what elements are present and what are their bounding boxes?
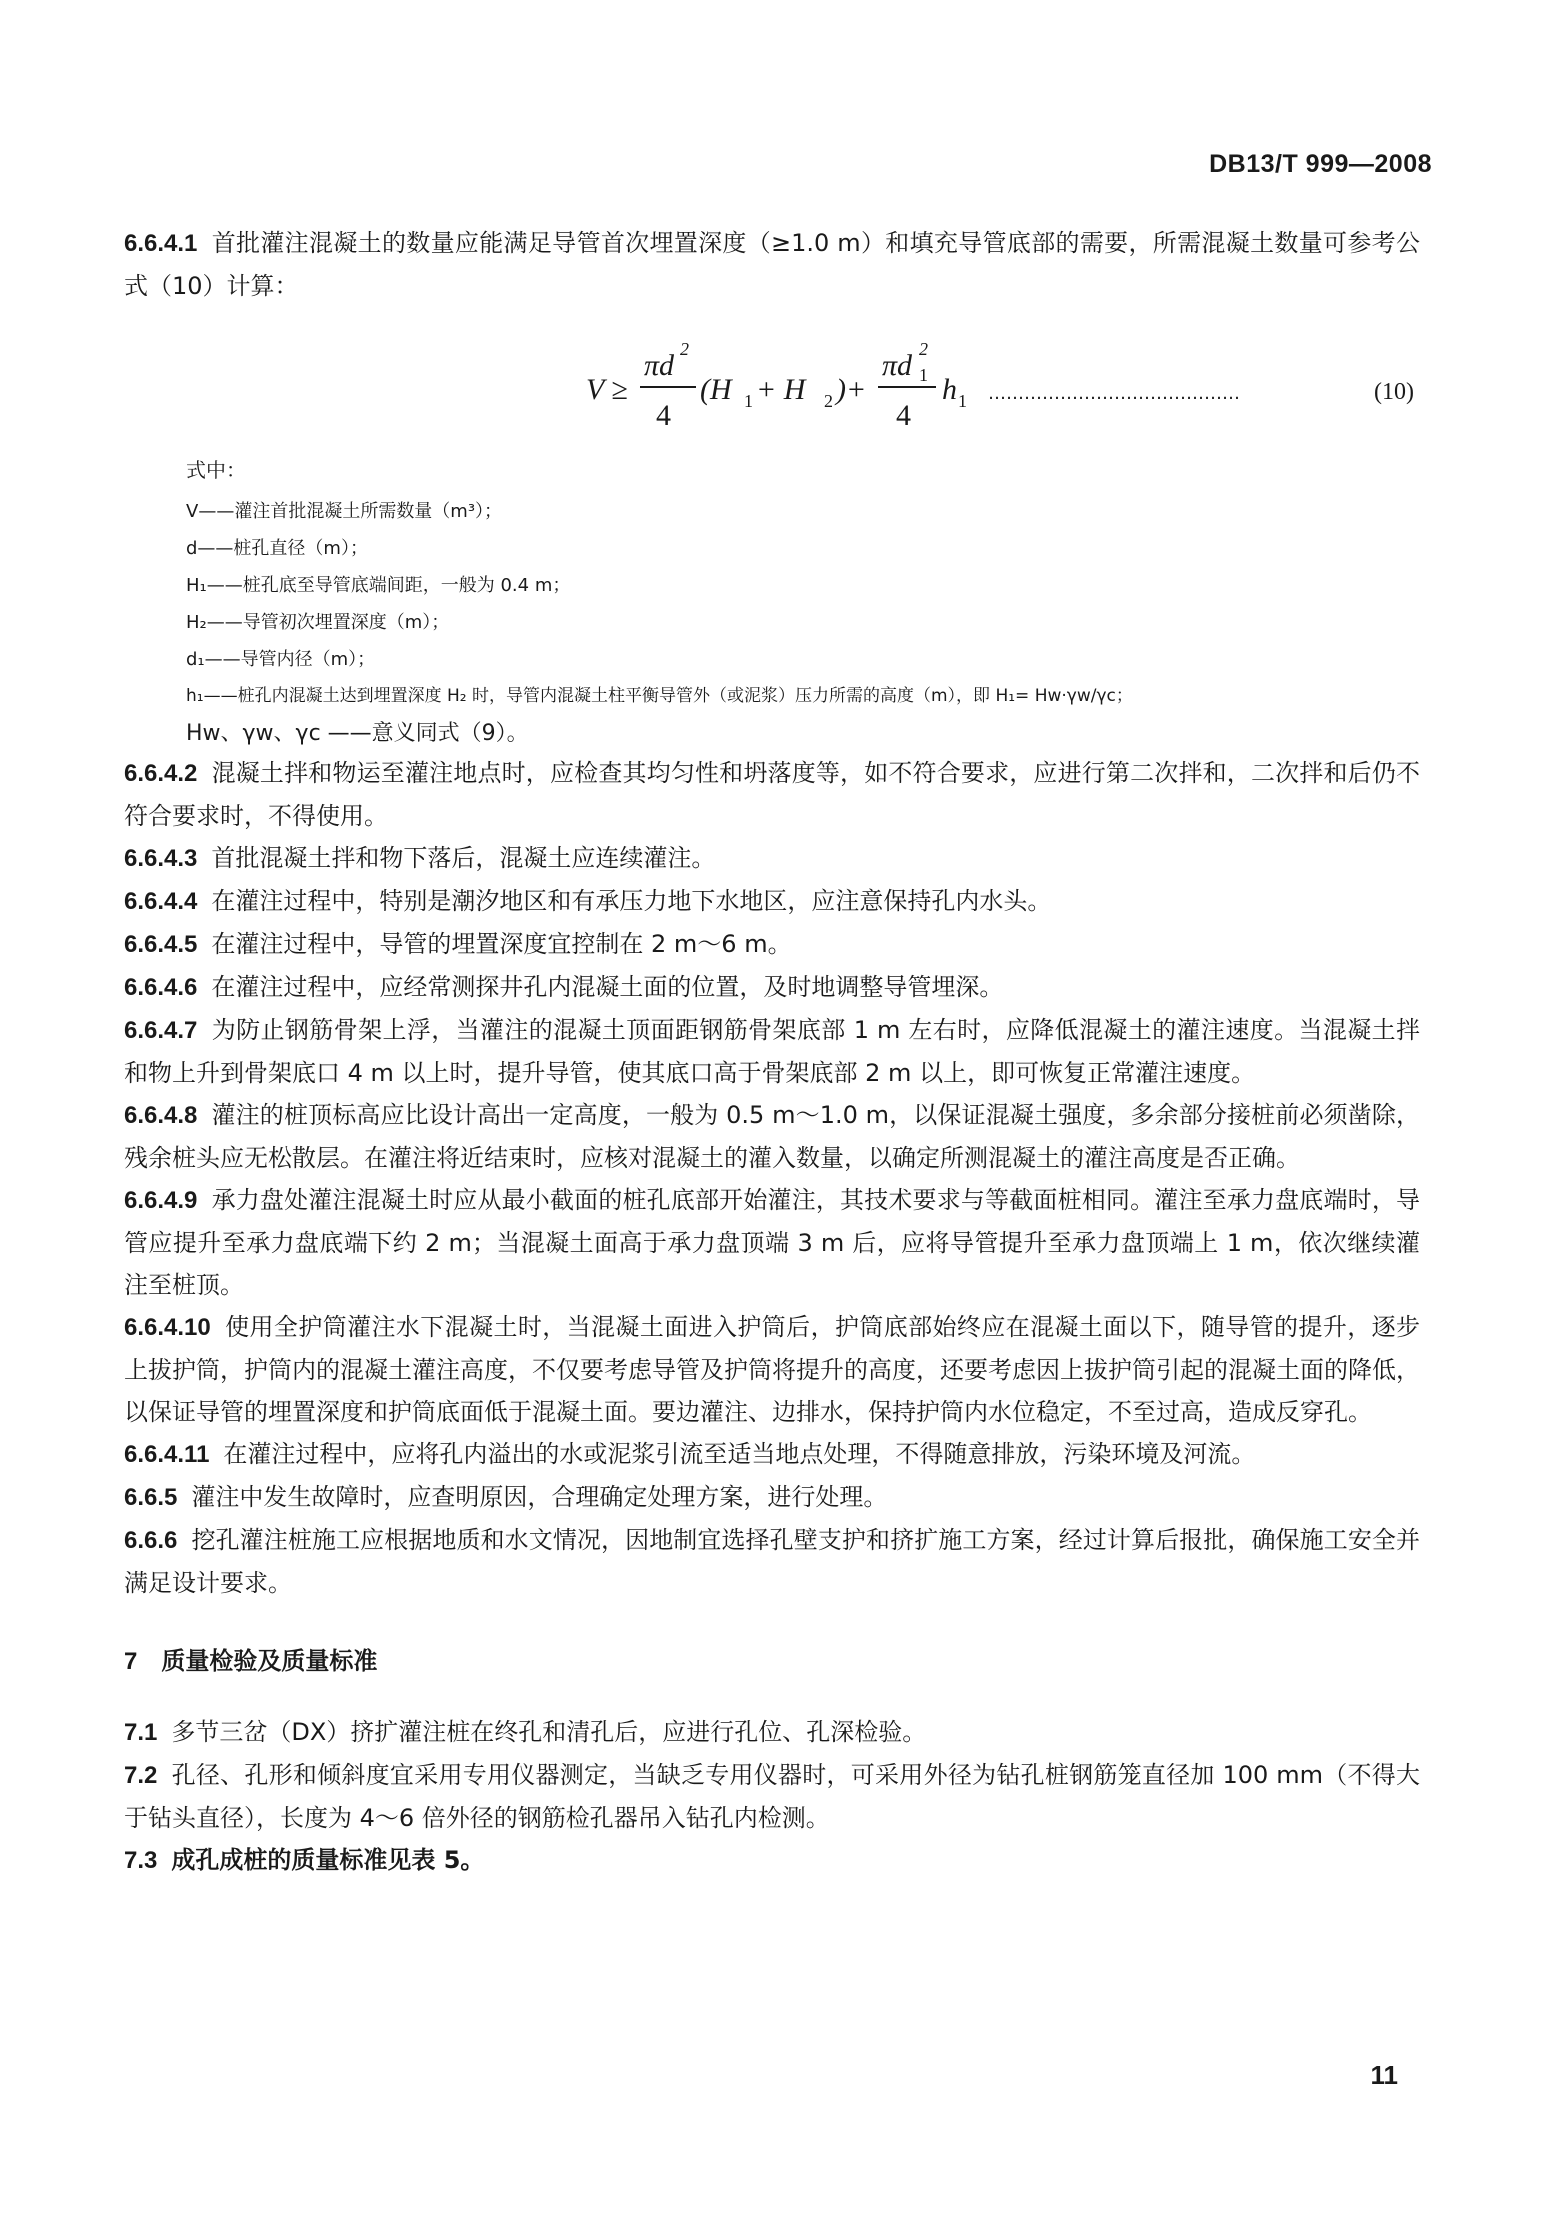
clause-text: 在灌注过程中，应将孔内溢出的水或泥浆引流至适当地点处理，不得随意排放，污染环境及河流。 xyxy=(223,1440,1256,1468)
paragraph xyxy=(124,1476,1420,1519)
where-line: H₂——导管初次埋置深度（m）； xyxy=(186,612,450,633)
clause-number: 7.1 xyxy=(124,1719,158,1746)
where-block xyxy=(186,452,1420,752)
clause-number: 6.6.4.5 xyxy=(124,931,198,958)
document-code: DB13/T 999—2008 xyxy=(1209,150,1432,178)
clause-text: 在灌注过程中，应经常测探井孔内混凝土面的位置，及时地调整导管埋深。 xyxy=(211,973,1004,1001)
clause-number: 6.6.6 xyxy=(124,1527,178,1554)
formula-tail: h xyxy=(942,373,957,406)
formula-frac2-subscript: 1 xyxy=(919,365,928,385)
formula-frac2-numerator: πd xyxy=(882,349,913,382)
clause-number: 6.6.4.4 xyxy=(124,888,198,915)
chapter-number: 7 xyxy=(124,1648,138,1675)
paragraph xyxy=(124,1711,1420,1754)
clause-number: 6.6.4.8 xyxy=(124,1102,198,1129)
clause-number: 7.2 xyxy=(124,1762,158,1789)
paragraph xyxy=(124,752,1420,837)
formula-frac1-numerator: πd xyxy=(644,349,675,382)
formula-frac2-exponent: 2 xyxy=(919,339,928,359)
clause-text: 首批混凝土拌和物下落后，混凝土应连续灌注。 xyxy=(211,844,716,872)
paragraph xyxy=(124,1754,1420,1839)
clause-number: 6.6.4.11 xyxy=(124,1441,210,1468)
where-line: h₁——桩孔内混凝土达到埋置深度 H₂ 时，导管内混凝土柱平衡导管外（或泥浆）压力所需的高度（m），即 H₁= Hw·γw/γc； xyxy=(186,686,1133,706)
clause-number: 6.6.5 xyxy=(124,1484,178,1511)
clause-text: 在灌注过程中，特别是潮汐地区和有承压力地下水地区，应注意保持孔内水头。 xyxy=(211,887,1052,915)
clause-number: 6.6.4.2 xyxy=(124,760,198,787)
paragraph-6-6-4-1 xyxy=(124,222,1420,307)
clause-number: 6.6.4.10 xyxy=(124,1314,211,1341)
formula-frac1-exponent: 2 xyxy=(680,339,689,359)
chapter-heading xyxy=(124,1640,1420,1683)
formula-frac1-denominator: 4 xyxy=(656,399,671,432)
where-line-last: Hw、γw、γc ——意义同式（9）。 xyxy=(186,721,529,746)
clause-text: 在灌注过程中，导管的埋置深度宜控制在 2 m～6 m。 xyxy=(211,930,792,958)
formula-graphic xyxy=(124,307,1420,452)
paragraph xyxy=(124,1306,1420,1433)
formula-paren-close: )+ xyxy=(836,373,867,406)
formula-tail-sub: 1 xyxy=(958,391,967,411)
formula-frac2-denominator: 4 xyxy=(896,399,911,432)
clause-text: 挖孔灌注桩施工应根据地质和水文情况，因地制宜选择孔壁支护和挤扩施工方案，经过计算后报批，确保施工安全并满足设计要求。 xyxy=(124,1526,1420,1597)
where-line: d₁——导管内径（m）； xyxy=(186,649,376,670)
clause-text: 多节三岔（DX）挤扩灌注桩在终孔和清孔后，应进行孔位、孔深检验。 xyxy=(171,1718,927,1746)
clause-text: 孔径、孔形和倾斜度宜采用专用仪器测定，当缺乏专用仪器时，可采用外径为钻孔桩钢筋笼直径加 100 mm（不得大于钻头直径），长度为 4～6 倍外径的钢筋检孔器吊入钻孔内检测。 xyxy=(124,1761,1420,1832)
clause-number: 7.3 xyxy=(124,1847,158,1874)
clause-number: 6.6.4.6 xyxy=(124,974,198,1001)
formula-plus-h2: + H xyxy=(756,373,806,406)
clause-number: 6.6.4.7 xyxy=(124,1017,198,1044)
clause-text: 灌注中发生故障时，应查明原因，合理确定处理方案，进行处理。 xyxy=(191,1483,888,1511)
formula-sub2: 2 xyxy=(824,391,833,411)
paragraph xyxy=(124,880,1420,923)
formula-sub1: 1 xyxy=(744,391,753,411)
paragraph xyxy=(124,1094,1420,1179)
where-line: d——桩孔直径（m）； xyxy=(186,538,368,559)
formula-lhs: V ≥ xyxy=(586,373,628,406)
paragraph xyxy=(124,1433,1420,1476)
clause-text: 使用全护筒灌注水下混凝土时，当混凝土面进入护筒后，护筒底部始终应在混凝土面以下，随导管的提升，逐步上拔护筒，护筒内的混凝土灌注高度，不仅要考虑导管及护筒将提升的高度，还要考虑因上拔护筒引起的混凝土面的降低，以保证导管的埋置深度和护筒底面低于混凝土面。要边灌注、边排水，保持护筒内水位稳定，不至过高，造成反穿孔。 xyxy=(124,1313,1420,1426)
paragraph xyxy=(124,923,1420,966)
formula-leader-dots: …………………………………… xyxy=(988,383,1240,404)
formula-equation-number: (10) xyxy=(1374,379,1414,405)
chapter-title: 质量检验及质量标准 xyxy=(161,1647,378,1675)
where-line: H₁——桩孔底至导管底端间距，一般为 0.4 m； xyxy=(186,575,571,596)
clause-text: 成孔成桩的质量标准见表 5。 xyxy=(171,1846,485,1874)
clause-text: 承力盘处灌注混凝土时应从最小截面的桩孔底部开始灌注，其技术要求与等截面桩相同。灌注至承力盘底端时，导管应提升至承力盘底端下约 2 m；当混凝土面高于承力盘顶端 3 m 后，应将导管提升至承力盘顶端上 1 m，依次继续灌注至桩顶。 xyxy=(124,1186,1420,1299)
paragraph xyxy=(124,1839,1420,1882)
clause-number: 6.6.4.1 xyxy=(124,230,198,257)
clause-number: 6.6.4.9 xyxy=(124,1187,198,1214)
clause-number: 6.6.4.3 xyxy=(124,845,198,872)
paragraph xyxy=(124,966,1420,1009)
paragraph xyxy=(124,837,1420,880)
paragraph xyxy=(124,1519,1420,1604)
formula-paren-open: (H xyxy=(700,373,732,406)
page-number: 11 xyxy=(1370,2060,1398,2090)
formula-10 xyxy=(124,307,1420,452)
paragraph xyxy=(124,1009,1420,1094)
clause-text: 灌注的桩顶标高应比设计高出一定高度，一般为 0.5 m～1.0 m，以保证混凝土强度，多余部分接桩前必须凿除，残余桩头应无松散层。在灌注将近结束时，应核对混凝土的灌入数量，以确定所测混凝土的灌注高度是否正确。 xyxy=(124,1101,1420,1172)
clause-text: 为防止钢筋骨架上浮，当灌注的混凝土顶面距钢筋骨架底部 1 m 左右时，应降低混凝土的灌注速度。当混凝土拌和物上升到骨架底口 4 m 以上时，提升导管，使其底口高于骨架底部 2 m 以上，即可恢复正常灌注速度。 xyxy=(124,1016,1420,1087)
where-line: V——灌注首批混凝土所需数量（m³）； xyxy=(186,501,503,522)
document-body xyxy=(124,222,1420,1882)
paragraph xyxy=(124,1179,1420,1306)
where-title: 式中： xyxy=(186,458,246,482)
clause-text: 混凝土拌和物运至灌注地点时，应检查其均匀性和坍落度等，如不符合要求，应进行第二次拌和，二次拌和后仍不符合要求时，不得使用。 xyxy=(124,759,1420,830)
clause-text: 首批灌注混凝土的数量应能满足导管首次埋置深度（≥1.0 m）和填充导管底部的需要，所需混凝土数量可参考公式（10）计算： xyxy=(124,229,1420,300)
